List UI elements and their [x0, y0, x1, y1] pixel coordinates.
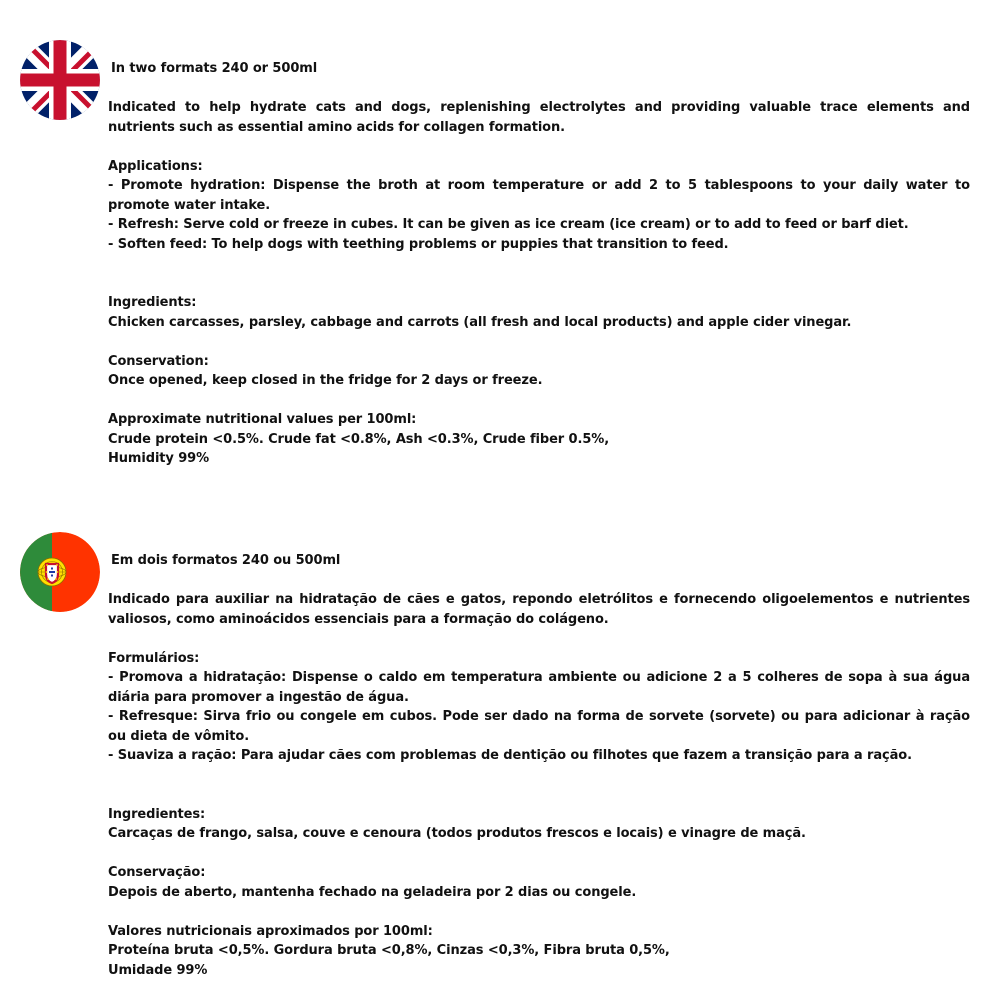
application-item: - Soften feed: To help dogs with teething problems or puppies that transition to feed.	[108, 236, 729, 252]
nutrition-heading: Valores nutricionais aproximados por 100ml:	[108, 923, 433, 939]
nutrition-heading: Approximate nutritional values per 100ml:	[108, 412, 417, 427]
portugal-flag-icon	[20, 532, 100, 612]
application-item: - Promote hydration: Dispense the broth at room temperature or add 2 to 5 tablespoons to your daily water to promote water intake.	[108, 178, 970, 213]
nutrition-values: Proteína bruta <0,5%. Gordura bruta <0,8%, Cinzas <0,3%, Fibra bruta 0,5%,	[108, 943, 670, 958]
nutrition-values: Crude protein <0.5%. Crude fat <0.8%, Ash <0.3%, Crude fiber 0.5%,	[108, 431, 610, 447]
conservation-heading: Conservação:	[108, 865, 206, 880]
application-item: - Suaviza a ração: Para ajudar cães com problemas de dentição ou filhotes que fazem a transição para a ração.	[108, 748, 912, 763]
conservation-heading: Conservation:	[108, 353, 209, 369]
ingredients-text: Carcaças de frango, salsa, couve e cenoura (todos produtos frescos e locais) e vinagre de maçã.	[108, 826, 806, 841]
english-content	[108, 59, 970, 469]
portuguese-content	[108, 551, 970, 980]
application-item: - Refresh: Serve cold or freeze in cubes. It can be given as ice cream (ice cream) or to add to feed or barf diet.	[108, 217, 909, 232]
application-item: - Refresque: Sirva frio ou congele em cubos. Pode ser dado na forma de sorvete (sorvete) ou para adicionar à ração ou dieta de vômito.	[108, 709, 970, 744]
conservation-text: Depois de aberto, mantenha fechado na geladeira por 2 dias ou congele.	[108, 884, 637, 900]
uk-flag-icon	[20, 40, 100, 120]
formats-text: Em dois formatos 240 ou 500ml	[111, 553, 341, 568]
ingredients-text: Chicken carcasses, parsley, cabbage and carrots (all fresh and local products) and apple cider vinegar.	[108, 314, 852, 330]
nutrition-humidity: Umidade 99%	[108, 962, 208, 978]
ingredients-heading: Ingredientes:	[108, 806, 206, 822]
nutrition-humidity: Humidity 99%	[108, 451, 210, 466]
applications-heading: Applications:	[108, 158, 203, 174]
application-item: - Promova a hidratação: Dispense o caldo em temperatura ambiente ou adicione 2 a 5 colheres de sopa à sua água diária para promover a ingestão de água.	[108, 670, 970, 705]
conservation-text: Once opened, keep closed in the fridge for 2 days or freeze.	[108, 373, 543, 388]
formats-text: In two formats 240 or 500ml	[111, 61, 318, 76]
intro-text: Indicado para auxiliar na hidratação de cães e gatos, repondo eletrólitos e fornecendo oligoelementos e nutrientes valiosos, como aminoácidos essenciais para a formação do colágeno.	[108, 592, 970, 627]
intro-text: Indicated to help hydrate cats and dogs, replenishing electrolytes and providing valuable trace elements and nutrients such as essential amino acids for collagen formation.	[108, 100, 970, 135]
applications-heading: Formulários:	[108, 650, 200, 666]
ingredients-heading: Ingredients:	[108, 295, 197, 310]
